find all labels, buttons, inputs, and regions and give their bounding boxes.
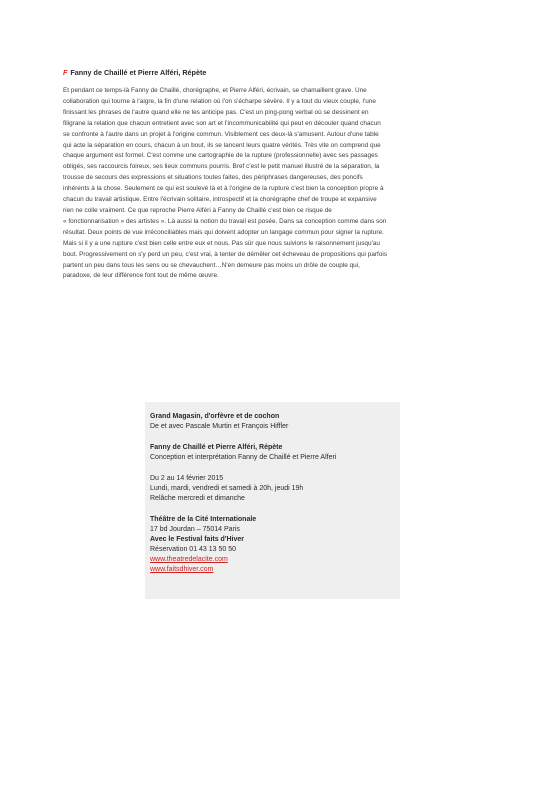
theatre-website-link[interactable]: www.theatredelacite.com [150, 556, 228, 563]
body-line: résultat. Deux points de vue irréconciliables mais qui doivent adopter un langage commun pour signer la rupture. [63, 228, 384, 236]
spacer [150, 432, 400, 443]
body-line: collaboration qui tourne à l'aigre, la fin d'une relation où l'on s'écharpe sévère. Il y a tout du vieux couple, l'une [63, 97, 376, 105]
body-line: paradoxe, de leur différence font tout de même œuvre. [63, 272, 219, 280]
body-line: bout. Progressivement on s'y perd un peu, c'est vrai, à tenter de démêler cet écheveau de propositions qui parfois [63, 250, 388, 258]
body-line: Et pendant ce temps-là Fanny de Chaillé, chorégraphe, et Pierre Alféri, écrivain, se chamaillent grave. Une [63, 87, 367, 94]
event-info-box [145, 402, 400, 599]
body-line: qui acte la séparation en cours, chacun à un bout, ils se lancent leurs quatre vérités. Très vite on comprend que [63, 141, 381, 149]
review-heading [63, 68, 206, 77]
body-line: chacun du travail artistique. Entre l'écrivain solitaire, introspectif et la chorégraphe chef de troupe et expansive [63, 196, 377, 204]
festival-line: Avec le Festival faits d'Hiver [150, 536, 245, 543]
show2-title: Fanny de Chaillé et Pierre Alféri, Répète [150, 444, 283, 451]
body-line: trousse de secours des expressions et situations toutes faites, des périphrases dangereuses, des poncifs [63, 174, 363, 182]
booking-phone: Réservation 01 43 13 50 50 [150, 546, 237, 553]
show2-credits: Conception et interprétation Fanny de Chaillé et Pierre Alferi [150, 454, 337, 461]
review-title: Fanny de Chaillé et Pierre Alféri, Répète [70, 68, 207, 77]
show1-title: Grand Magasin, d'orfèvre et de cochon [150, 413, 280, 420]
body-line: rien ne colle vraiment. Ce que reproche Pierre Alféri à Fanny de Chaillé c'est bien ce risque de [63, 206, 332, 214]
body-line: se confronte à l'autre dans un projet à l'origine commun. Visiblement ces deux-là s'amusent. Autour d'une table [63, 130, 379, 138]
dates: Du 2 au 14 février 2015 [150, 475, 224, 482]
venue-address: 17 bd Jourdan – 75014 Paris [150, 526, 240, 533]
venue-name: Théâtre de la Cité Internationale [150, 516, 257, 523]
body-line: « fonctionnarisation » des artistes ». Là aussi la notion du travail est posée. Dans sa conception comme dans son [63, 217, 387, 225]
body-line: finissant les phrases de l'autre quand elle ne les anticipe pas. C'est un ping-pong verbal où se dessinent en [63, 108, 369, 116]
body-line: filigrane la relation que chacun entretient avec son art et l'incommunicabilité qui peut en découler quand chacun [63, 119, 381, 127]
review-body [63, 86, 485, 282]
body-line: obligés, ses raccourcis foireux, ses lieux communs pourris. Bref c'est le petit manuel illustré de la séparation, la [63, 163, 380, 171]
closed-days: Relâche mercredi et dimanche [150, 495, 245, 502]
schedule: Lundi, mardi, vendredi et samedi à 20h, jeudi 19h [150, 485, 304, 492]
body-line: Mais si il y a une rupture c'est bien celle entre eux et nous. Pas sûr que nous suivions le raisonnement jusqu'au [63, 239, 380, 247]
body-line: partent un peu dans tous les sens ou se chevauchent…N'en demeure pas moins un drôle de couple qui, [63, 261, 360, 269]
body-line: inhérents à la chose. Seulement ce qui est soulevé là et à l'origine de la rupture c'est bien la conception propre à [63, 185, 384, 193]
spacer [150, 504, 400, 515]
show1-credits: De et avec Pascale Murtin et François Hiffler [150, 423, 289, 430]
body-line: chaque argument est formel. C'est comme une cartographie de la rupture (professionnelle) avec ses passages [63, 152, 378, 160]
festival-website-link[interactable]: www.faitsdhiver.com [150, 566, 214, 573]
spacer [150, 463, 400, 474]
section-marker: F [63, 68, 68, 77]
